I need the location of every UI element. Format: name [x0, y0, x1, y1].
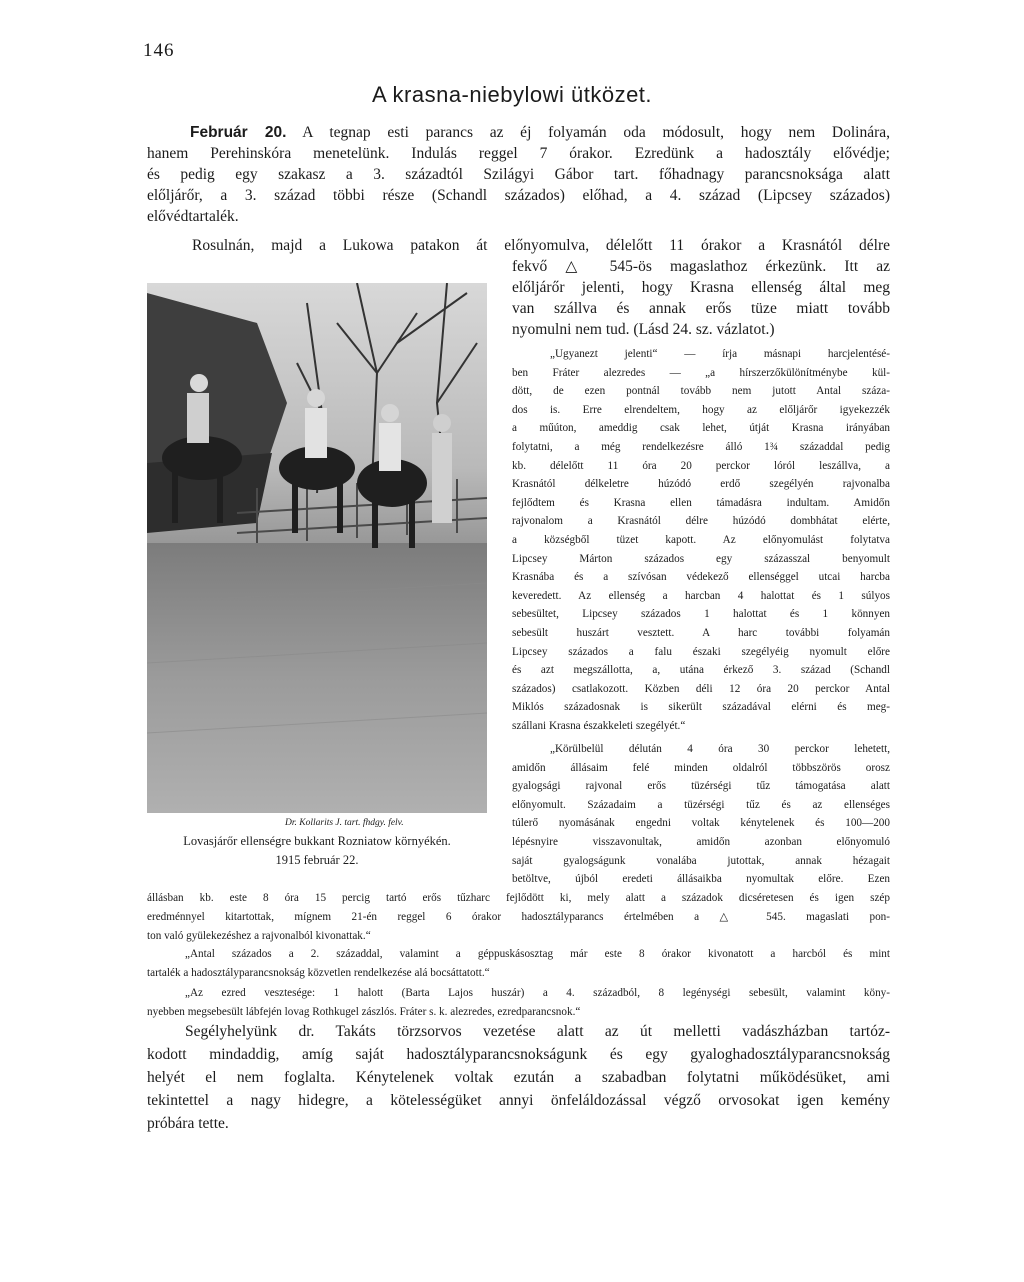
intro-line-5: elővédtartalék.: [147, 208, 239, 225]
para2-line-3: előljárőr jelenti, hogy Krasna ellenség által meg: [512, 279, 890, 296]
q4-line: „Az ezred vesztesége: 1 halott (Barta Lajos huszár) a 4. századból, 8 legénységi sebesült, valamint köny-: [185, 987, 890, 999]
q1-line: Miklós századosnak is sikerült századával elérni és meg-: [512, 701, 890, 714]
q1-line: Krasnától délkeletre húzódó erdő szegélyén rajvonalba: [512, 478, 890, 491]
intro-line-2: hanem Perehinskóra menetelünk. Indulás reggel 7 órakor. Ezredünk a hadosztály elővédje;: [147, 145, 890, 162]
q1-line: a községből tüzet kapott. Az előnyomulást folytatva: [512, 534, 890, 546]
q1-line: rajvonalom a Krasnától délre húzódó dombhátat elérte,: [512, 515, 890, 528]
q1-line: százados) csatlakozott. Közben déli 12 óra 20 perckor Antal: [512, 682, 890, 695]
cavalry-patrol-photo: [147, 283, 487, 813]
q1-line: a műúton, ameddig csak lehet, útját Krasna irányában: [512, 422, 890, 435]
q1-line: fejlődtem és Krasna ellen támadásra indultam. Amidőn: [512, 496, 890, 509]
q2-line: gyalogsági rajvonal erős tüzérségi tűz támogatása alatt: [512, 780, 890, 793]
q1-line: sebesült huszárt vesztett. A harc további folyamán: [512, 627, 890, 639]
q2-line: amidőn állásaim felé minden oldalról többszörös orosz: [512, 761, 890, 774]
q1-line: sebesültet, Lipcsey százados 1 halottat és 1 könnyen: [512, 608, 890, 621]
para2-line-1: Rosulnán, majd a Lukowa patakon át előnyomulva, délelőtt 11 órakor a Krasnától délre: [192, 237, 890, 254]
q1-line: dos is. Erre elrendeltem, hogy az előljárőr igyekezzék: [512, 403, 890, 416]
q1-line: Lipcsey Márton százados egy százasszal benyomult: [512, 552, 890, 565]
fin-line: kodott mindaddig, amíg saját hadosztályparancsnokságunk és egy gyaloghadosztályparancsnokság: [147, 1046, 890, 1063]
date-heading: Február 20.: [190, 124, 287, 141]
chapter-title: A krasna-niebylowi ütközet.: [371, 82, 653, 107]
para2-line-4: van szállva és annak erős tüze miatt tovább: [512, 300, 890, 317]
q1-line: és azt megszállotta, a, utána érkező 3. század (Schandl: [512, 664, 890, 677]
q2-line: saját gyalogságunk vonalába jutottak, annak hézagait: [512, 854, 890, 867]
q1-line: dött, de ezen pontnál tovább nem jutott Antal száza-: [512, 385, 890, 398]
intro-line-3: és pedig egy szakasz a 3. századtól Szilágyi Gábor tart. főhadnagy parancsnoksága alatt: [147, 166, 890, 183]
intro-line-1: Február 20. A tegnap esti parancs az éj folyamán oda módosult, hogy nem Dolinára,: [190, 124, 890, 141]
fin-line: Segélyhelyünk dr. Takáts törzsorvos vezetése alatt az út melletti vadászházban tartóz-: [185, 1023, 890, 1040]
page-number: 146: [143, 40, 175, 61]
q2-line: betöltve, újból eredeti állásaikba nyomultak előre. Ezen: [512, 873, 890, 886]
photo-credit: Dr. Kollarits J. tart. fhdgy. felv.: [285, 818, 404, 828]
q1-line: keveredett. Az ellenség a harcban 4 halottat és 1 súlyos: [512, 589, 890, 602]
para2-line-5: nyomulni nem tud. (Lásd 24. sz. vázlatot.): [512, 321, 775, 338]
q1-line: kb. délelőtt 11 óra 20 perckor lóról leszállva, a: [512, 459, 890, 472]
q2-line: „Körülbelül délután 4 óra 30 perckor lehetett,: [550, 743, 890, 755]
fin-line: tekintettel a nagy hidegre, a kötelességüket annyi önfeláldozással végző orvosokat igen kemény: [147, 1092, 890, 1109]
q1-line: Krasnába és a szívósan védekező ellenséggel utcai harcba: [512, 571, 890, 584]
intro-line-4: előljárőr, a 3. század többi része (Schandl százados) előhad, a 4. század (Lipcsey százados): [147, 187, 890, 204]
q2-line: túlerő nyomásának engedni voltak kénytelenek és 100—200: [512, 817, 890, 830]
full-line: állásban kb. este 8 óra 15 percig tartó erős tűzharc fejlődött ki, mely alatt a századok dicséretesen és igen szép: [147, 892, 890, 904]
photo-caption-date: 1915 február 22.: [275, 853, 359, 867]
q3-line: „Antal százados a 2. századdal, valamint a géppuskásosztag már este 8 órakor kivonatott a harcból és mint: [185, 948, 890, 960]
q3-line: tartalék a hadosztályparancsnokság közvetlen rendelkezése alá bocsáttatott.“: [147, 967, 490, 979]
para2-line-2: fekvő △ 545-ös magaslathoz érkezünk. Itt az: [512, 258, 890, 275]
full-line: eredménnyel kitartottak, mígnem 21-én reggel 6 órakor hadosztályparancs értelmében a △ 545. magaslati pon-: [147, 911, 890, 923]
q2-line: előnyomult. Századaim a tüzérségi tűz és az ellenséges: [512, 798, 890, 811]
q1-line: folytatni, a még rendelkezésre álló 1¾ századdal pedig: [512, 441, 890, 453]
q1-line: Lipcsey százados a falu északi szegélyéig nyomult előre: [512, 645, 890, 658]
q1-line: „Ugyanezt jelenti“ — írja másnapi harcjelentésé-: [550, 348, 890, 360]
q2-line: lépésnyire visszavonultak, amidőn azonban előnyomuló: [512, 836, 890, 848]
photo-caption: Lovasjárőr ellenségre bukkant Rozniatow környékén.: [183, 834, 451, 848]
fin-line: próbára tette.: [147, 1115, 229, 1132]
q1-line: ben Fráter alezredes — „a hírszerzőkülönítménybe kül-: [512, 366, 890, 379]
full-line: ton való gyülekezéshez a rajvonalból kivonattak.“: [147, 930, 371, 942]
fin-line: helyét el nem foglalta. Kénytelenek voltak ezután a szabadban folytatni működésüket, ami: [147, 1069, 890, 1086]
q1-line: szállani Krasna északkeleti szegélyét.“: [512, 720, 686, 732]
q4-line: nyebben megsebesült lábfején lovag Rothkugel zászlós. Fráter s. k. alezredes, ezredparancsnok.“: [147, 1006, 581, 1018]
